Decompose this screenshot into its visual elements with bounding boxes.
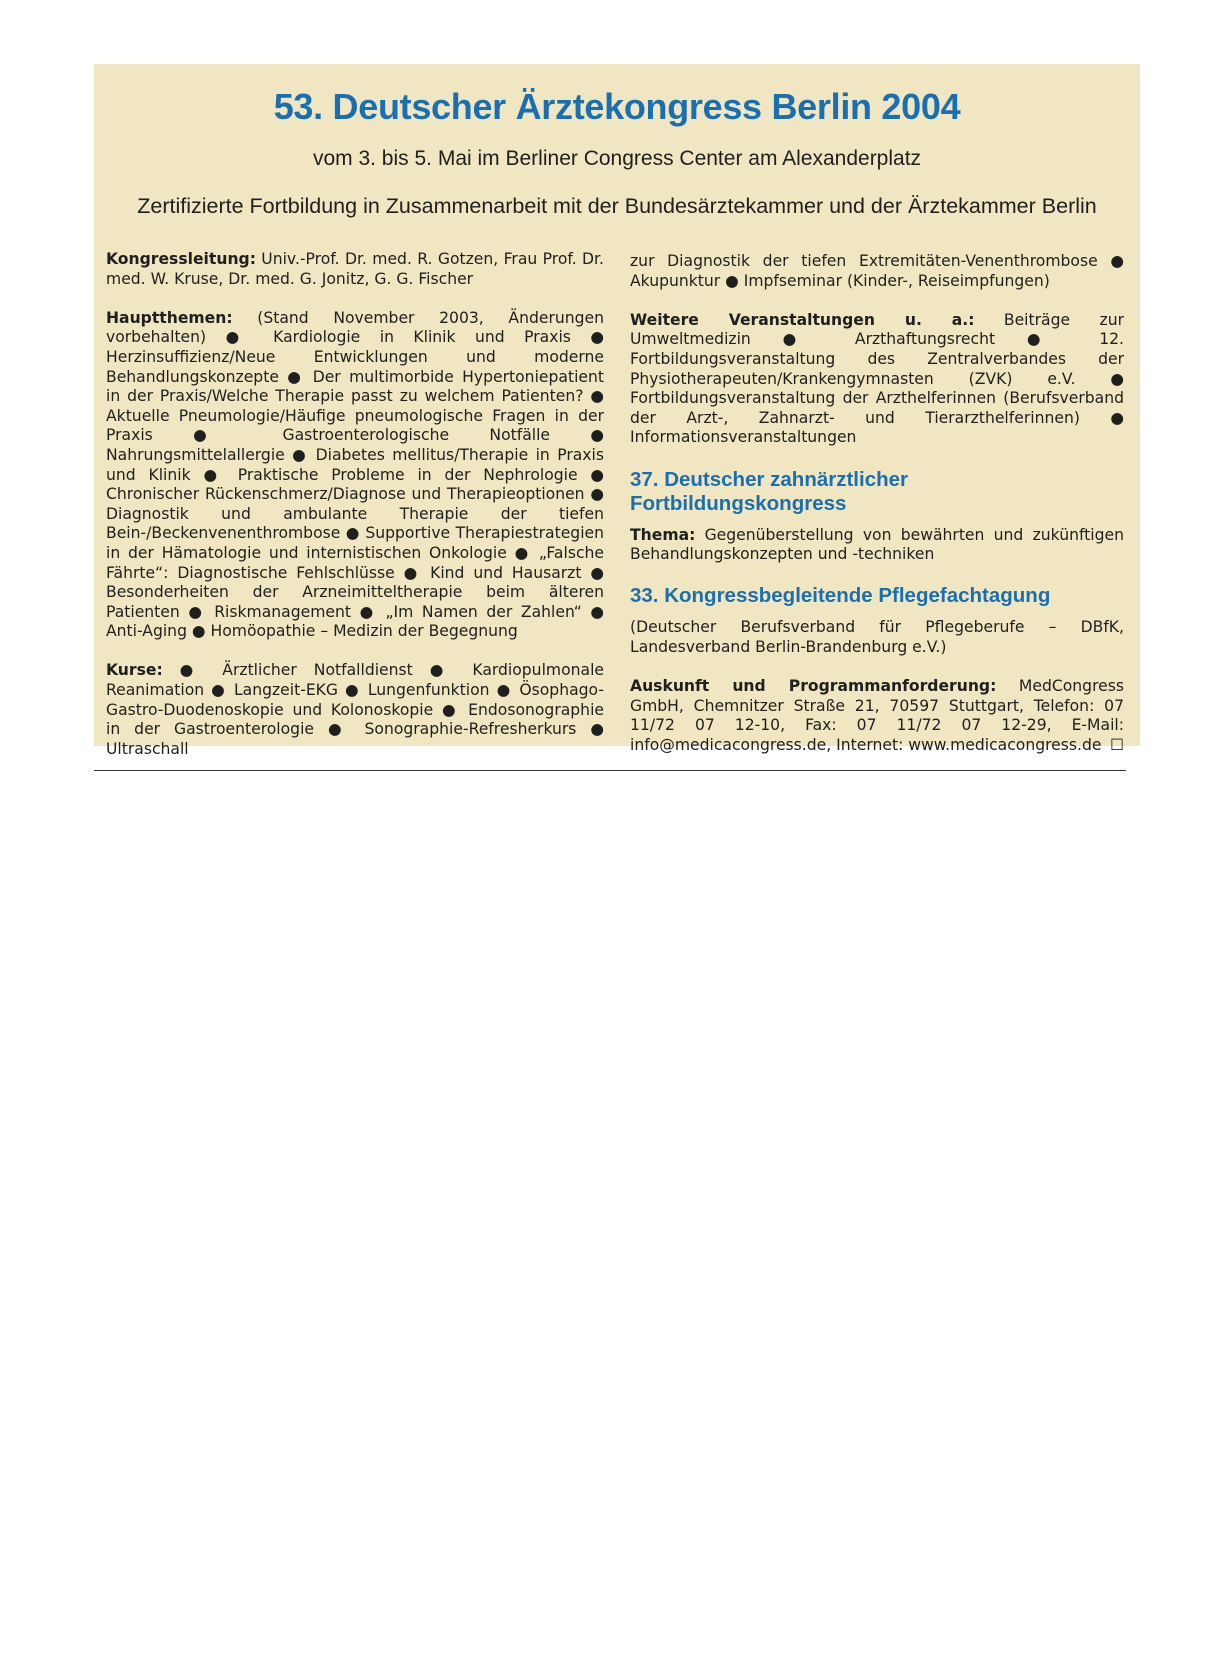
kongressleitung-paragraph [106, 250, 604, 289]
pflege-paragraph: (Deutscher Berufsverband für Pflegeberufe – DBfK, Landesverband Berlin-Brandenburg e.V.) [630, 618, 1124, 656]
hauptthemen-text: (Stand November 2003, Änderungen vorbehalten) ● Kardiologie in Klinik und Praxis ● Herzinsuffizienz/Neue Entwicklungen und moderne Behandlungskonzepte ● Der multimorbide Hypertoniepatient in der Praxis/Welche Therapie passt zu welchem Patienten? ● Aktuelle Pneumologie/Häufige pneumologische Fragen in der Praxis ● Gastroenterologische Notfälle ● Nahrungsmittelallergie ● Diabetes mellitus/Therapie in Praxis und Klinik ● Praktische Probleme in der Nephrologie ● Chronischer Rückenschmerz/Diagnose und Therapieoptionen ● Diagnostik und ambulante Therapie der tiefen Bein-/Beckenvenenthrombose ● Supportive Therapiestrategien in der Hämatologie und internistischen Onkologie ● „Falsche Fährte“: Diagnostische Fehlschlüsse ● Kind und Hausarzt ● Besonderheiten der Arzneimitteltherapie beim älteren Patienten ● Riskmanagement ● „Im Namen der Zahlen“ ● Anti-Aging ● Homöopathie – Medizin der Begegnung [106, 308, 604, 641]
weitere-text: Beiträge zur Umweltmedizin ● Arzthaftungsrecht ● 12. Fortbildungsveranstaltung des Zentralverbandes der Physiotherapeuten/Krankengymnasten (ZVK) e.V. ● Fortbildungsveranstaltung der Arzthelferinnen (Berufsverband der Arzt-, Zahnarzt- und Tierarzthelferinnen) ● Informationsveranstaltungen [630, 310, 1124, 447]
end-mark-icon: ☐ [1110, 735, 1124, 754]
kurse-label: Kurse: [106, 661, 163, 680]
auskunft-paragraph [630, 677, 1124, 755]
hauptthemen-paragraph [106, 309, 604, 642]
date-location: vom 3. bis 5. Mai im Berliner Congress Center am Alexanderplatz [312, 147, 922, 170]
horizontal-divider [94, 770, 1126, 771]
kongressleitung-label: Kongressleitung: [106, 250, 256, 268]
weitere-label: Weitere Veranstaltungen u. a.: [630, 310, 975, 329]
thema-text: Gegenüberstellung von bewährten und zukünftigen Behandlungskonzepten und -techniken [630, 525, 1124, 564]
thema-label: Thema: [630, 525, 696, 544]
zahnaerztlich-heading: 37. Deutscher zahnärztlicher Fortbildungskongress [630, 467, 908, 515]
congress-announcement-box [94, 64, 1140, 758]
weitere-paragraph [630, 311, 1124, 448]
certification-note: Zertifizierte Fortbildung in Zusammenarbeit mit der Bundesärztekammer und der Ärztekammer Berlin [137, 194, 1097, 218]
left-column [106, 250, 604, 779]
auskunft-text: MedCongress GmbH, Chemnitzer Straße 21, 70597 Stuttgart, Telefon: 07 11/72 07 12-10, Fax: 07 11/72 07 12-29, E-Mail: info@medicacongress.de, Internet: www.medicacongress.de [630, 677, 1124, 754]
kurse-text: ● Ärztlicher Notfalldienst ● Kardiopulmonale Reanimation ● Langzeit-EKG ● Lungenfunktion ● Ösophago-Gastro-Duodenoskopie und Kolonoskopie ● Endosonographie in der Gastroenterologie ● Sonographie-Refresherkurs ● Ultraschall [106, 661, 604, 758]
hauptthemen-label: Hauptthemen: [106, 308, 233, 327]
right-column [630, 252, 1124, 775]
kurse-continuation: zur Diagnostik der tiefen Extremitäten-Venenthrombose ● Akupunktur ● Impfseminar (Kinder-, Reiseimpfungen) [630, 252, 1124, 290]
auskunft-label: Auskunft und Programmanforderung: [630, 677, 997, 696]
kurse-paragraph [106, 661, 604, 759]
thema-paragraph [630, 526, 1124, 565]
page-title: 53. Deutscher Ärztekongress Berlin 2004 [273, 86, 961, 127]
kongressleitung-text: Univ.-Prof. Dr. med. R. Gotzen, Frau Prof. Dr. med. W. Kruse, Dr. med. G. Jonitz, G. G. Fischer [106, 250, 604, 288]
pflege-heading: 33. Kongressbegleitende Pflegefachtagung [630, 584, 1051, 608]
